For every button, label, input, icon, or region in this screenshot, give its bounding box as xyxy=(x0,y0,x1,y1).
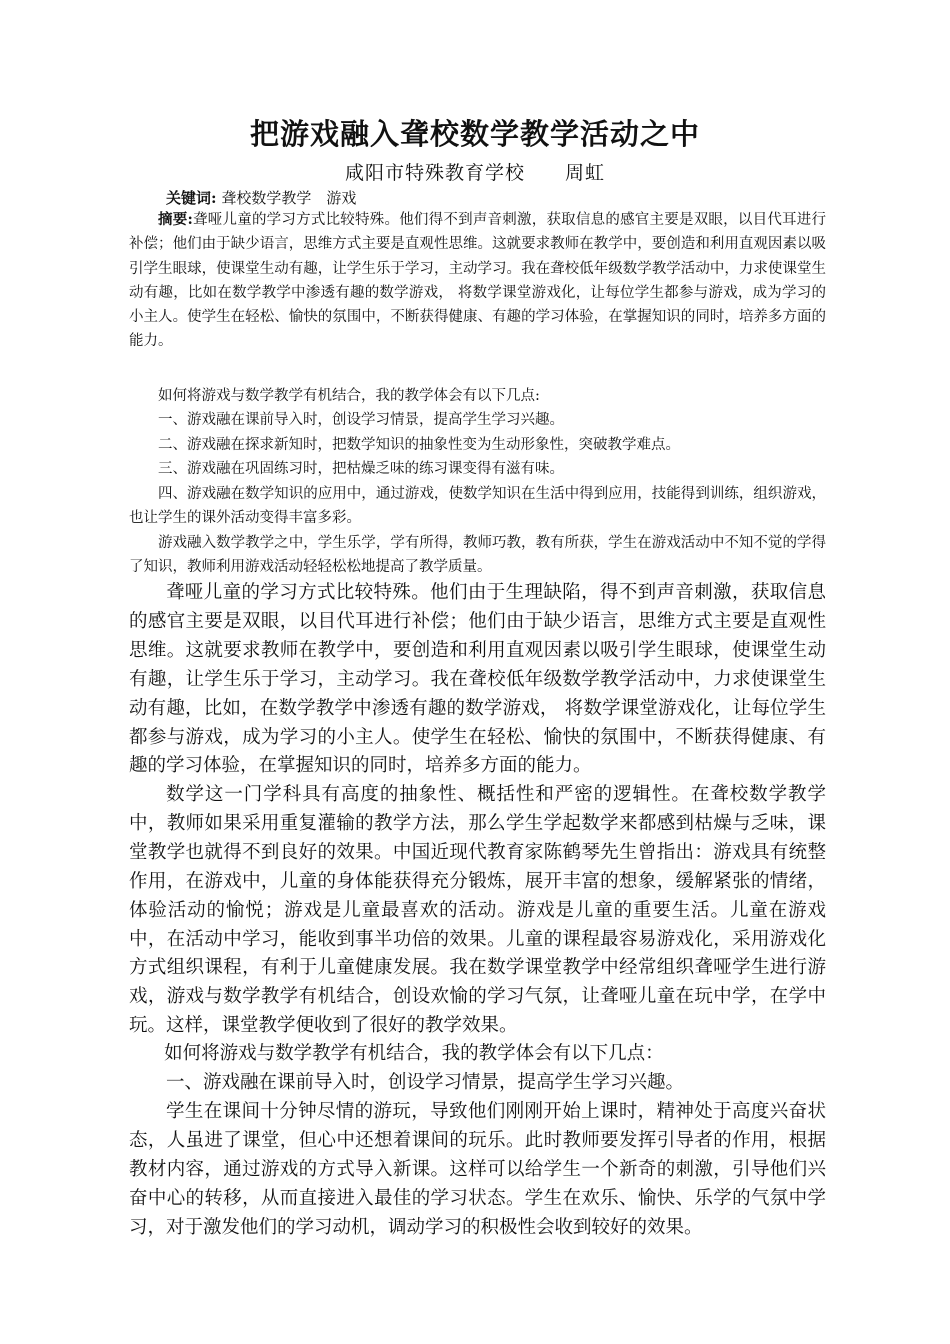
body-paragraph: 数学这一门学科具有高度的抽象性、概括性和严密的逻辑性。在聋校数学教学中，教师如果采用重复灌输的教学方法，那么学生学起数学来都感到枯燥与乏味，课堂教学也就得不到良好的效果。中国近现代教育家陈鹤琴先生曾指出：游戏具有统整作用，在游戏中，儿童的身体能获得充分锻炼，展开丰富的想象，缓解紧张的情绪，体验活动的愉悦；游戏是儿童最喜欢的活动。游戏是儿童的重要生活。儿童在游戏中，在活动中学习，能收到事半功倍的效果。儿童的课程最容易游戏化，采用游戏化方式组织课程，有利于儿童健康发展。我在数学课堂教学中经常组织聋哑学生进行游戏，游戏与数学教学有机结合，创设欢愉的学习气氛，让聋哑儿童在玩中学，在学中玩。这样，课堂教学便收到了很好的教学效果。 xyxy=(129,784,826,1037)
body-paragraph: 一、游戏融在课前导入时，创设学习情景，提高学生学习兴趣。 xyxy=(166,1072,685,1093)
abstract-paragraph xyxy=(129,208,826,354)
body-paragraph: 学生在课间十分钟尽情的游玩，导致他们刚刚开始上课时，精神处于高度兴奋状态，人虽进了课堂，但心中还想着课间的玩乐。此时教师要发挥引导者的作用，根据教材内容，通过游戏的方式导入新课。这样可以给学生一个新奇的刺激，引导他们兴奋中心的转移，从而直接进入最佳的学习状态。学生在欢乐、愉快、乐学的气氛中学习，对于激发他们的学习动机，调动学习的积极性会收到较好的效果。 xyxy=(129,1101,826,1238)
summary-paragraph: 游戏融入数学教学之中，学生乐学，学有所得，教师巧教，教有所获，学生在游戏活动中不知不觉的学得了知识，教师利用游戏活动轻轻松松地提高了教学质量。 xyxy=(129,535,826,576)
summary-paragraph: 四、游戏融在数学知识的应用中，通过游戏，使数学知识在生活中得到应用，技能得到训练，组织游戏，也让学生的课外活动变得丰富多彩。 xyxy=(129,486,826,527)
keywords-text: 聋校数学教学 游戏 xyxy=(216,189,357,207)
body-paragraph: 如何将游戏与数学教学有机结合，我的教学体会有以下几点： xyxy=(164,1043,664,1064)
summary-paragraph: 如何将游戏与数学教学有机结合，我的教学体会有以下几点: xyxy=(158,388,540,404)
abstract-label: 摘要: xyxy=(158,211,193,228)
summary-paragraph: 三、游戏融在巩固练习时，把枯燥乏味的练习课变得有滋有味。 xyxy=(158,461,564,477)
keywords-line xyxy=(166,187,356,208)
document-title: 把游戏融入聋校数学教学活动之中 xyxy=(249,117,700,151)
summary-paragraph: 一、游戏融在课前导入时，创设学习情景，提高学生学习兴趣。 xyxy=(158,412,564,428)
summary-paragraph: 二、游戏融在探求新知时，把数学知识的抽象性变为生动形象性，突破教学难点。 xyxy=(158,437,680,453)
author-line: 咸阳市特殊教育学校 周虹 xyxy=(344,162,605,184)
abstract-text: 聋哑儿童的学习方式比较特殊。他们得不到声音刺激，获取信息的感官主要是双眼，以目代耳进行补偿；他们由于缺少语言，思维方式主要是直观性思维。这就要求教师在教学中，要创造和利用直观因素以吸引学生眼球，使课堂生动有趣，让学生乐于学习，主动学习。我在聋校低年级数学教学活动中，力求使课堂生动有趣，比如在数学教学中渗透有趣的数学游戏， 将数学课堂游戏化，让每位学生都参与游戏，成为学习的小主人。使学生在轻松、愉快的氛围中，不断获得健康、有趣的学习体验，在掌握知识的同时，培养多方面的能力。 xyxy=(129,212,826,350)
body-paragraph: 聋哑儿童的学习方式比较特殊。他们由于生理缺陷，得不到声音刺激，获取信息的感官主要是双眼，以目代耳进行补偿；他们由于缺少语言，思维方式主要是直观性思维。这就要求教师在教学中，要创造和利用直观因素以吸引学生眼球，使课堂生动有趣，让学生乐于学习，主动学习。我在聋校低年级数学教学活动中，力求使课堂生动有趣，比如，在数学教学中渗透有趣的数学游戏， 将数学课堂游戏化，让每位学生都参与游戏，成为学习的小主人。使学生在轻松、愉快的氛围中，不断获得健康、有趣的学习体验，在掌握知识的同时，培养多方面的能力。 xyxy=(129,582,826,777)
keywords-label: 关键词: xyxy=(166,189,217,207)
